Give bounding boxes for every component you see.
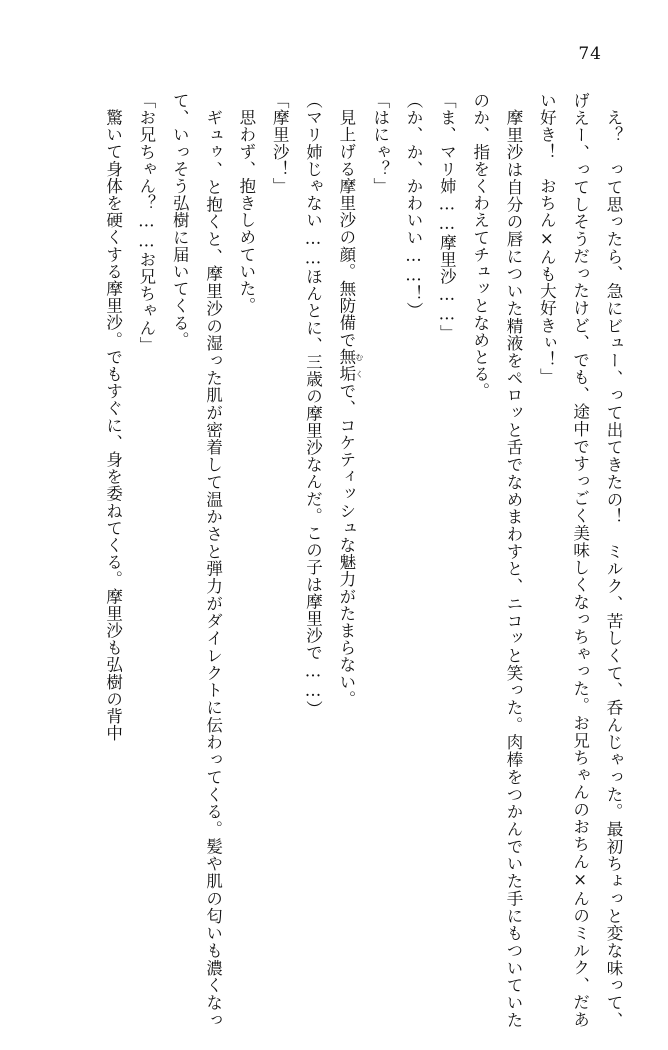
paragraph: 「ま、マリ姉……摩里沙……」 [437,92,457,342]
paragraph: （マリ姉じゃない……ほんとに、三歳の摩里沙なんだ。この子は摩里沙で……） [303,92,323,718]
paragraph: 摩里沙は自分の唇についた精液をペロッと舌でなめまわすと、ニコッと笑った。肉棒をつかんでいた手にもついていたのか、指をくわえてチュッとなめとる。 [470,92,524,1028]
paragraph: 「お兄ちゃん？……お兄ちゃん」 [136,92,156,354]
page-number: 74 [578,44,602,64]
paragraph: （か、か、かわいい……！） [404,92,424,320]
paragraph: 驚いて身体を硬くする摩里沙。でもすぐに、身を委ねてくる。摩里沙も弘樹の背中 [103,108,123,742]
paragraph: 見上げる摩里沙の顔。無防備で無垢 むくで、コケティッシュな魅力がたまらない。 [336,108,364,708]
ruby-annotation: 無垢 むく [336,347,364,383]
paragraph: 「はにゃ？」 [370,92,390,195]
paragraph: 思わず、抱きしめていた。 [236,108,256,314]
paragraph: 「摩里沙！」 [270,92,290,195]
paragraph: ギュゥ、と抱くと、摩里沙の湿った肌が密着して温かさと弾力がダイレクトに伝わってくる。髪や肌の匂いも濃くなって、いっそう弘樹に届いてくる。 [170,92,223,1028]
paragraph: え？ って思ったら、急にビュー、って出てきたの！ ミルク、苦しくて、呑んじゃった。最初ちょっと変な味って、げえー、ってしそうだったけど、でも、途中ですっごく美味しくなっちゃった。お兄ちゃんのおちん×んのミルク、だあい好き！ おちん×んも大好きぃ！」 [537,92,623,1028]
page-text-body [28,92,630,1028]
